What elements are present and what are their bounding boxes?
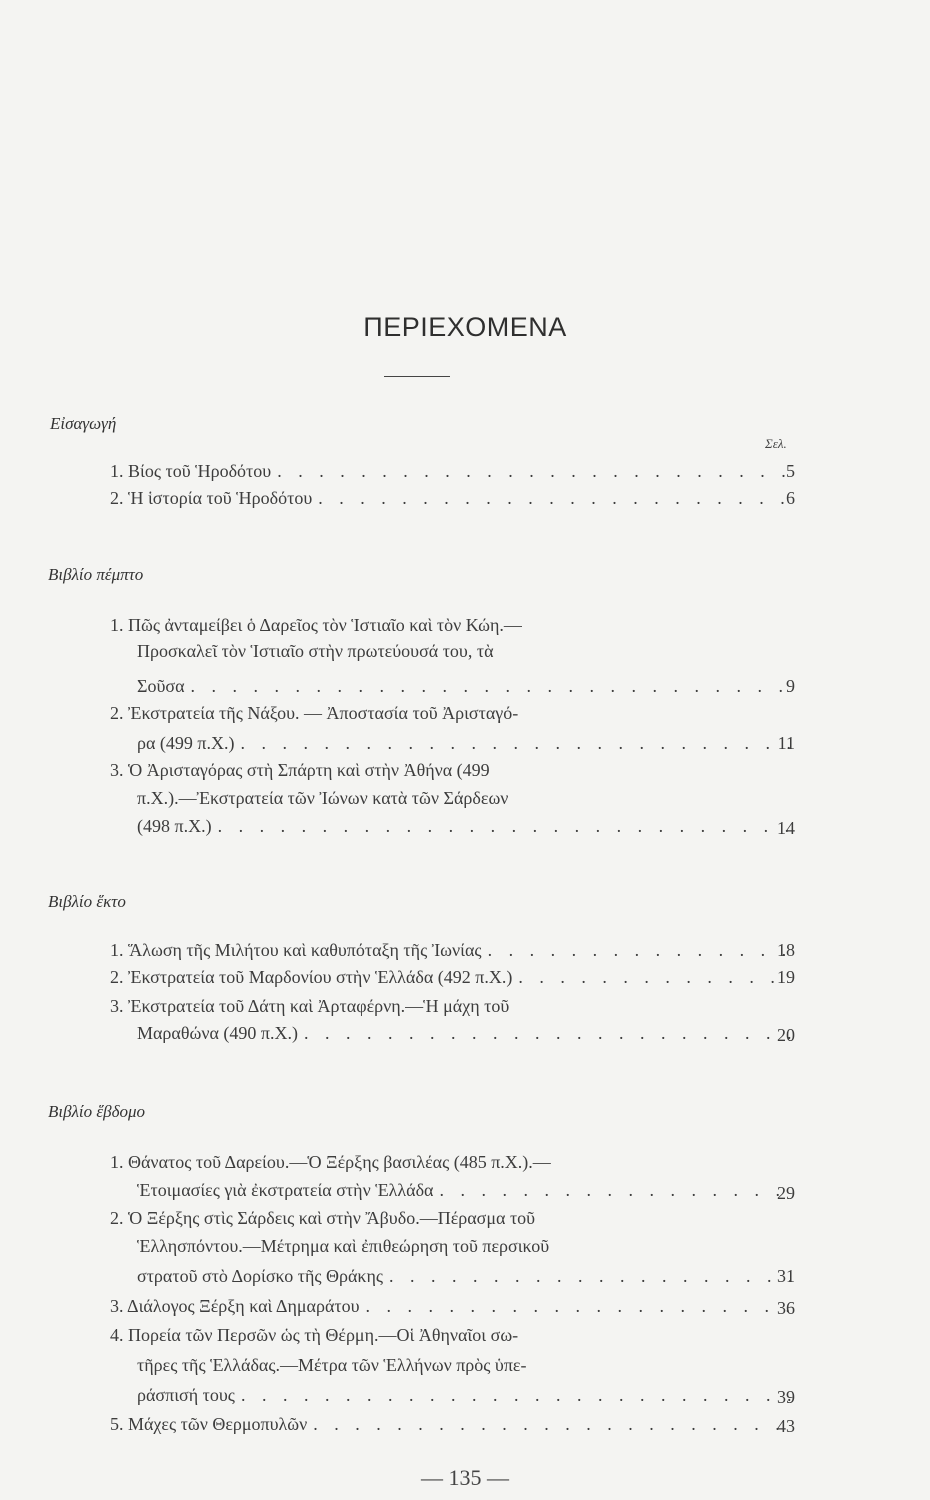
- page-number: 9: [786, 676, 795, 696]
- entry-text: 3. Ὁ Ἀρισταγόρας στὴ Σπάρτη καὶ στὴν Ἀθήνα (499: [110, 760, 490, 780]
- entry-text: 1. Ἅλωση τῆς Μιλήτου καὶ καθυπόταξη τῆς Ἰωνίας: [110, 940, 482, 960]
- leader-dots: [313, 1411, 792, 1437]
- page-number: 14: [777, 818, 795, 838]
- section-label: Βιβλίο ἕκτο: [48, 892, 126, 911]
- leader-dots: [366, 1293, 792, 1319]
- page-number: 5: [786, 461, 795, 481]
- page-number: 43: [777, 1416, 795, 1436]
- leader-dots: [241, 730, 793, 756]
- entry-text: Προσκαλεῖ τὸν Ἱστιαῖο στὴν πρωτεύουσά του, τὰ: [137, 641, 494, 661]
- page-number: 31: [777, 1266, 795, 1286]
- entry-text: 2. Ἡ ἱστορία τοῦ Ἡροδότου: [110, 488, 313, 508]
- page-number: 18: [777, 940, 795, 960]
- section-label: Βιβλίο πέμπτο: [48, 565, 144, 584]
- page-number: 6: [786, 488, 795, 508]
- entry-text: τῆρες τῆς Ἑλλάδας.—Μέτρα τῶν Ἑλλήνων πρὸς ὑπε-: [137, 1355, 527, 1375]
- title-divider: [384, 376, 450, 377]
- leader-dots: [389, 1263, 792, 1289]
- section-label: Εἰσαγωγή: [50, 414, 117, 433]
- page-number: 39: [777, 1387, 795, 1407]
- leader-dots: [439, 1177, 792, 1203]
- leader-dots: [241, 1382, 792, 1408]
- entry-text: 1. Βίος τοῦ Ἡροδότου: [110, 461, 272, 481]
- entry-text: 2. Ἐκστρατεία τοῦ Μαρδονίου στὴν Ἑλλάδα (492 π.Χ.): [110, 967, 513, 987]
- toc-entry: [110, 937, 800, 963]
- section-label: Βιβλίο ἕβδομο: [48, 1102, 146, 1121]
- toc-entry: [137, 1263, 800, 1289]
- entry-text: Ἑλλησπόντου.—Μέτρημα καὶ ἐπιθεώρηση τοῦ περσικοῦ: [137, 1236, 550, 1256]
- toc-entry: [137, 1177, 800, 1203]
- entry-text: 2. Ἐκστρατεία τῆς Νάξου. — Ἀποστασία τοῦ Ἀρισταγό-: [110, 703, 519, 723]
- entry-text: 4. Πορεία τῶν Περσῶν ὡς τὴ Θέρμη.—Οἱ Ἀθηναῖοι σω-: [110, 1325, 519, 1345]
- entry-text: Ἑτοιμασίες γιὰ ἐκστρατεία στὴν Ἑλλάδα: [137, 1180, 434, 1200]
- toc-entry: [137, 1382, 800, 1408]
- toc-entry: [110, 964, 800, 990]
- leader-dots: [277, 458, 792, 484]
- entry-text: 5. Μάχες τῶν Θερμοπυλῶν: [110, 1414, 308, 1434]
- entry-text: π.Χ.).—Ἐκστρατεία τῶν Ἰώνων κατὰ τῶν Σάρδεων: [137, 788, 509, 808]
- toc-entry: [137, 1020, 800, 1046]
- leader-dots: [318, 485, 792, 511]
- page-number: 11: [777, 733, 795, 753]
- toc-entry: [137, 813, 800, 839]
- toc-entry: [110, 458, 800, 484]
- leader-dots: [304, 1020, 792, 1046]
- page-title: ΠΕΡΙΕΧΟΜΕΝΑ: [363, 312, 567, 342]
- entry-text: Σοῦσα: [137, 676, 185, 696]
- page-column-label: Σελ.: [765, 436, 787, 451]
- toc-entry: [110, 1411, 800, 1437]
- leader-dots: [191, 673, 792, 699]
- leader-dots: [218, 813, 792, 839]
- entry-text: (498 π.Χ.): [137, 816, 212, 836]
- entry-text: 3. Διάλογος Ξέρξη καὶ Δημαράτου: [110, 1296, 360, 1316]
- leader-dots: [518, 964, 792, 990]
- entry-text: ρα (499 π.Χ.): [137, 733, 235, 753]
- toc-entry: [137, 730, 800, 756]
- page-number: 36: [777, 1298, 795, 1318]
- folio-page-number: — 135 —: [421, 1465, 509, 1490]
- entry-text: 1. Θάνατος τοῦ Δαρείου.—Ὁ Ξέρξης βασιλέας (485 π.Χ.).—: [110, 1152, 551, 1172]
- toc-entry: [110, 1293, 800, 1319]
- leader-dots: [488, 937, 792, 963]
- page-number: 20: [777, 1025, 795, 1045]
- entry-text: Μαραθώνα (490 π.Χ.): [137, 1023, 298, 1043]
- page-number: 29: [777, 1183, 795, 1203]
- toc-entry: [137, 673, 800, 699]
- page-number: 19: [777, 967, 795, 987]
- entry-text: ράσπισή τους: [137, 1385, 235, 1405]
- toc-entry: [110, 485, 800, 511]
- entry-text: 1. Πῶς ἀνταμείβει ὁ Δαρεῖος τὸν Ἱστιαῖο καὶ τὸν Κώη.—: [110, 615, 522, 635]
- entry-text: στρατοῦ στὸ Δορίσκο τῆς Θράκης: [137, 1266, 384, 1286]
- entry-text: 2. Ὁ Ξέρξης στὶς Σάρδεις καὶ στὴν Ἄβυδο.—Πέρασμα τοῦ: [110, 1208, 536, 1228]
- entry-text: 3. Ἐκστρατεία τοῦ Δάτη καὶ Ἀρταφέρνη.—Ἡ μάχη τοῦ: [110, 996, 510, 1016]
